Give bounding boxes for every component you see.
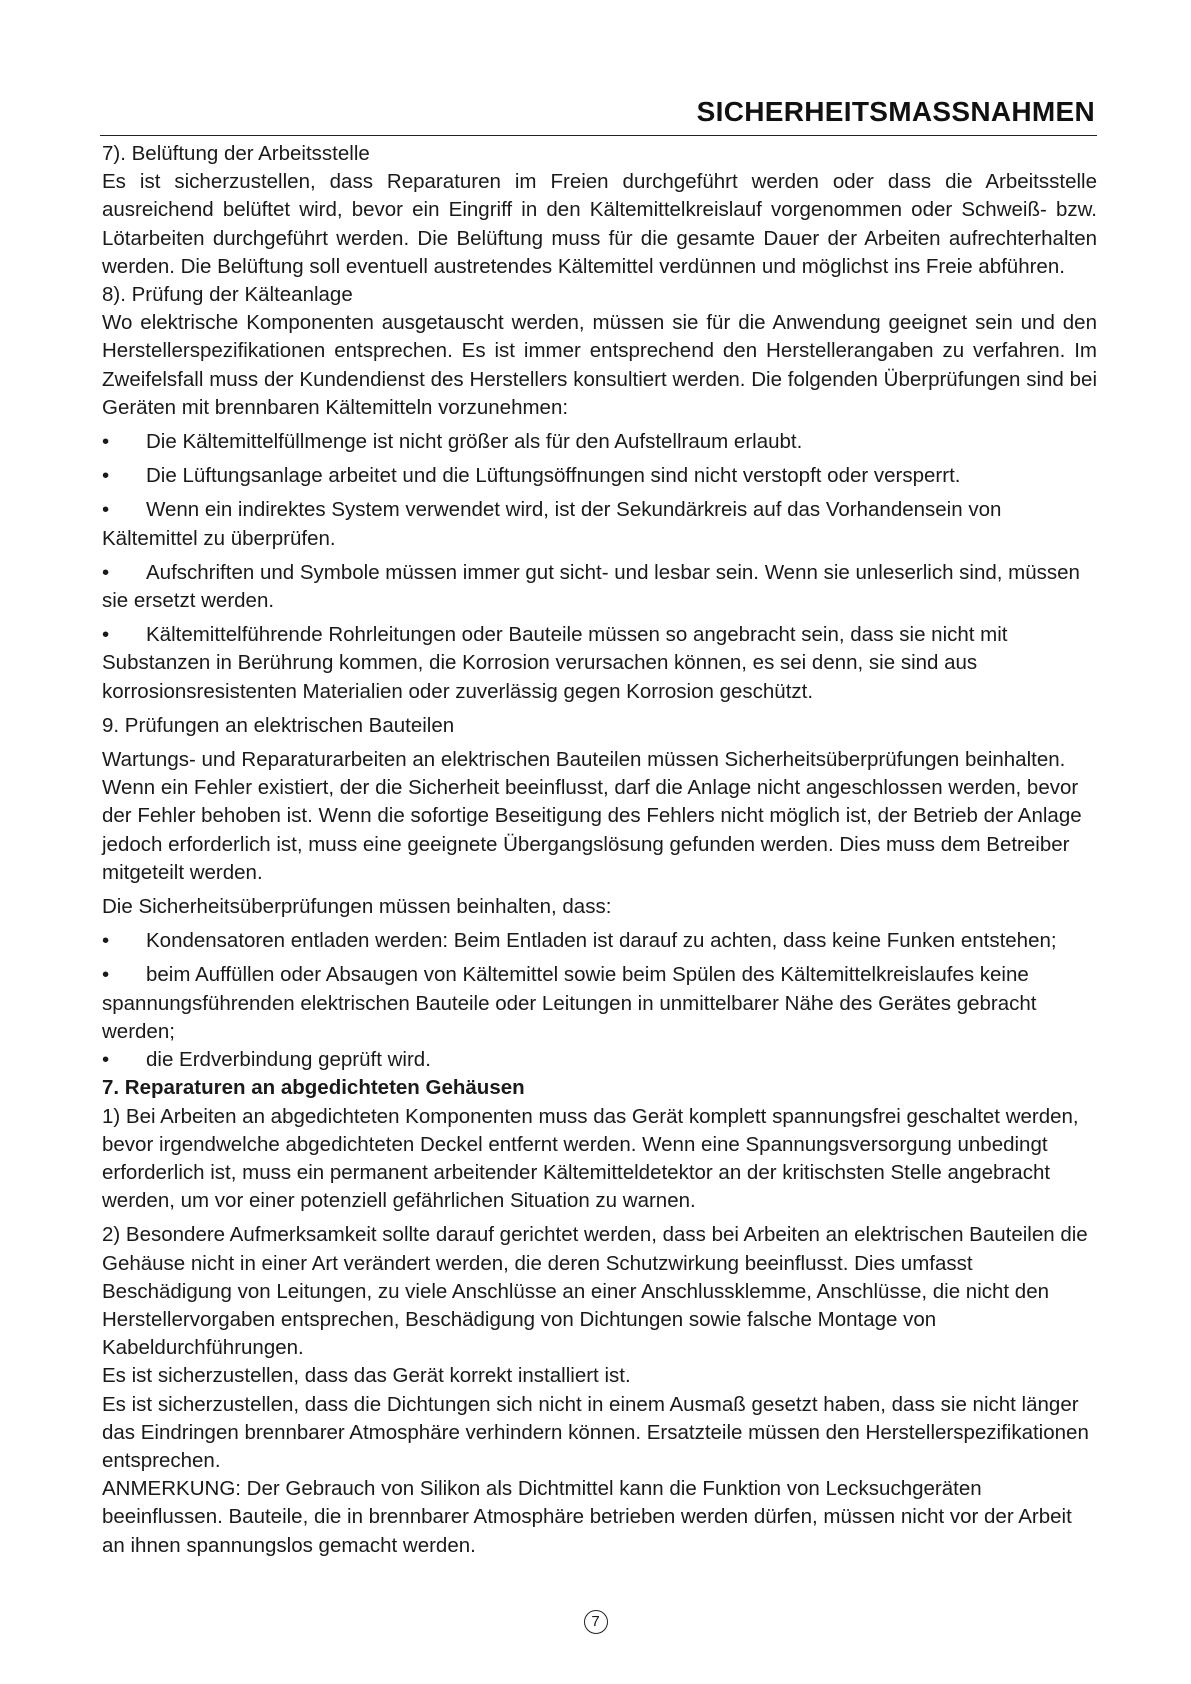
section-heading-sealed-enclosures: 7. Reparaturen an abgedichteten Gehäusen bbox=[102, 1076, 525, 1100]
section-heading-refrigeration-check: 8). Prüfung der Kälteanlage bbox=[102, 283, 353, 307]
list-item: • Die Lüftungsanlage arbeitet und die Lüftungsöffnungen sind nicht verstopft oder versperrt. bbox=[102, 462, 1097, 490]
paragraph-sealed-3: Es ist sicherzustellen, dass das Gerät korrekt installiert ist. bbox=[102, 1364, 631, 1388]
list-item: • die Erdverbindung geprüft wird. bbox=[102, 1046, 1097, 1074]
bullet-icon: • bbox=[102, 464, 110, 488]
list-item: • beim Auffüllen oder Absaugen von Kältemittel sowie beim Spülen des Kältemittelkreislaufes keine spannungsführenden elektrischen Bauteile oder Leitungen in unmittelbarer Nähe des Gerätes gebracht werden; bbox=[102, 963, 1037, 1043]
section-heading-ventilation: 7). Belüftung der Arbeitsstelle bbox=[102, 142, 370, 165]
section-heading-electrical-checks: 9. Prüfungen an elektrischen Bauteilen bbox=[102, 713, 455, 737]
list-item: • Kältemittelführende Rohrleitungen oder Bauteile müssen so angebracht sein, dass sie nicht mit Substanzen in Berührung kommen, die Korrosion verursachen können, es sei denn, sie sind aus korrosionsresistenten Materialien oder zuverlässig gegen Korrosion geschützt. bbox=[102, 623, 1008, 703]
paragraph-refrigeration-check: Wo elektrische Komponenten ausgetauscht werden, müssen sie für die Anwendung geeignet sein und den Herstellerspezifikationen entsprechen. Es ist immer entsprechend den Herstellerangaben zu verfahren. Im Zweifelsfall muss der Kundendienst des Herstellers konsultiert werden. Die folgenden Überprüfungen sind bei Geräten mit brennbaren Kältemitteln vorzunehmen: bbox=[102, 311, 1097, 419]
paragraph-sealed-2: 2) Besondere Aufmerksamkeit sollte darauf gerichtet werden, dass bei Arbeiten an elektrischen Bauteilen die Gehäuse nicht in einer Art verändert werden, die deren Schutzwirkung beeinflusst. Dies umfasst Beschädigung von Leitungen, zu viele Anschlüsse an einer Anschlussklemme, Anschlüsse, die nicht den Herstellervorgaben entsprechen, Beschädigung von Dichtungen sowie falsche Montage von Kabeldurchführungen. bbox=[102, 1223, 1088, 1360]
paragraph-electrical-checks: Wartungs- und Reparaturarbeiten an elektrischen Bauteilen müssen Sicherheitsüberprüfungen beinhalten. Wenn ein Fehler existiert, der die Sicherheit beeinflusst, darf die Anlage nicht angeschlossen werden, bevor der Fehler behoben ist. Wenn die sofortige Beseitigung des Fehlers nicht möglich ist, der Betrieb der Anlage jedoch erforderlich ist, muss eine geeignete Übergangslösung gefunden werden. Dies muss dem Betreiber mitgeteilt werden. bbox=[102, 748, 1082, 884]
bullet-icon: • bbox=[102, 498, 110, 522]
page-number: 7 bbox=[584, 1610, 608, 1634]
bullet-icon: • bbox=[102, 1048, 110, 1072]
paragraph-sealed-4: Es ist sicherzustellen, dass die Dichtungen sich nicht in einem Ausmaß gesetzt haben, dass sie nicht länger das Eindringen brennbarer Atmosphäre verhindern können. Ersatzteile müssen den Herstellerspezifikationen entsprechen. bbox=[102, 1392, 1089, 1472]
bullet-icon: • bbox=[102, 623, 110, 647]
paragraph-ventilation: Es ist sicherzustellen, dass Reparaturen im Freien durchgeführt werden oder dass die Arbeitsstelle ausreichend belüftet wird, bevor ein Eingriff in den Kältemittelkreislauf vorgenommen oder Schweiß- bzw. Lötarbeiten durchgeführt werden. Die Belüftung muss für die gesamte Dauer der Arbeiten aufrechterhalten werden. Die Belüftung soll eventuell austretendes Kältemittel verdünnen und möglichst ins Freie abführen. bbox=[102, 170, 1097, 278]
list-item: • Die Kältemittelfüllmenge ist nicht größer als für den Aufstellraum erlaubt. bbox=[102, 428, 1097, 456]
list-item: • Kondensatoren entladen werden: Beim Entladen ist darauf zu achten, dass keine Funken entstehen; bbox=[102, 927, 1097, 955]
list-item: • Aufschriften und Symbole müssen immer gut sicht- und lesbar sein. Wenn sie unleserlich sind, müssen sie ersetzt werden. bbox=[102, 560, 1080, 613]
bullet-icon: • bbox=[102, 430, 110, 454]
bullet-icon: • bbox=[102, 560, 110, 584]
paragraph-checks-intro: Die Sicherheitsüberprüfungen müssen beinhalten, dass: bbox=[102, 895, 612, 919]
paragraph-note: ANMERKUNG: Der Gebrauch von Silikon als Dichtmittel kann die Funktion von Lecksuchgeräten beeinflussen. Bauteile, die in brennbarer Atmosphäre betrieben werden dürfen, müssen nicht vor der Arbeit an ihnen spannungslos gemacht werden. bbox=[102, 1477, 1072, 1557]
bullet-icon: • bbox=[102, 963, 110, 987]
paragraph-sealed-1: 1) Bei Arbeiten an abgedichteten Komponenten muss das Gerät komplett spannungsfrei geschaltet werden, bevor irgendwelche abgedichteten Deckel entfernt werden. Wenn eine Spannungsversorgung unbedingt erforderlich ist, muss ein permanent arbeitender Kältemitteldetektor an der kritischsten Stelle angebracht werden, um vor einer potenziell gefährlichen Situation zu warnen. bbox=[102, 1104, 1079, 1213]
body-text bbox=[102, 140, 1097, 1560]
header-divider bbox=[100, 135, 1097, 136]
page-title: SICHERHEITSMASSNAHMEN bbox=[696, 96, 1095, 127]
bullet-icon: • bbox=[102, 929, 110, 953]
list-item: • Wenn ein indirektes System verwendet wird, ist der Sekundärkreis auf das Vorhandensein von Kältemittel zu überprüfen. bbox=[102, 498, 1002, 550]
